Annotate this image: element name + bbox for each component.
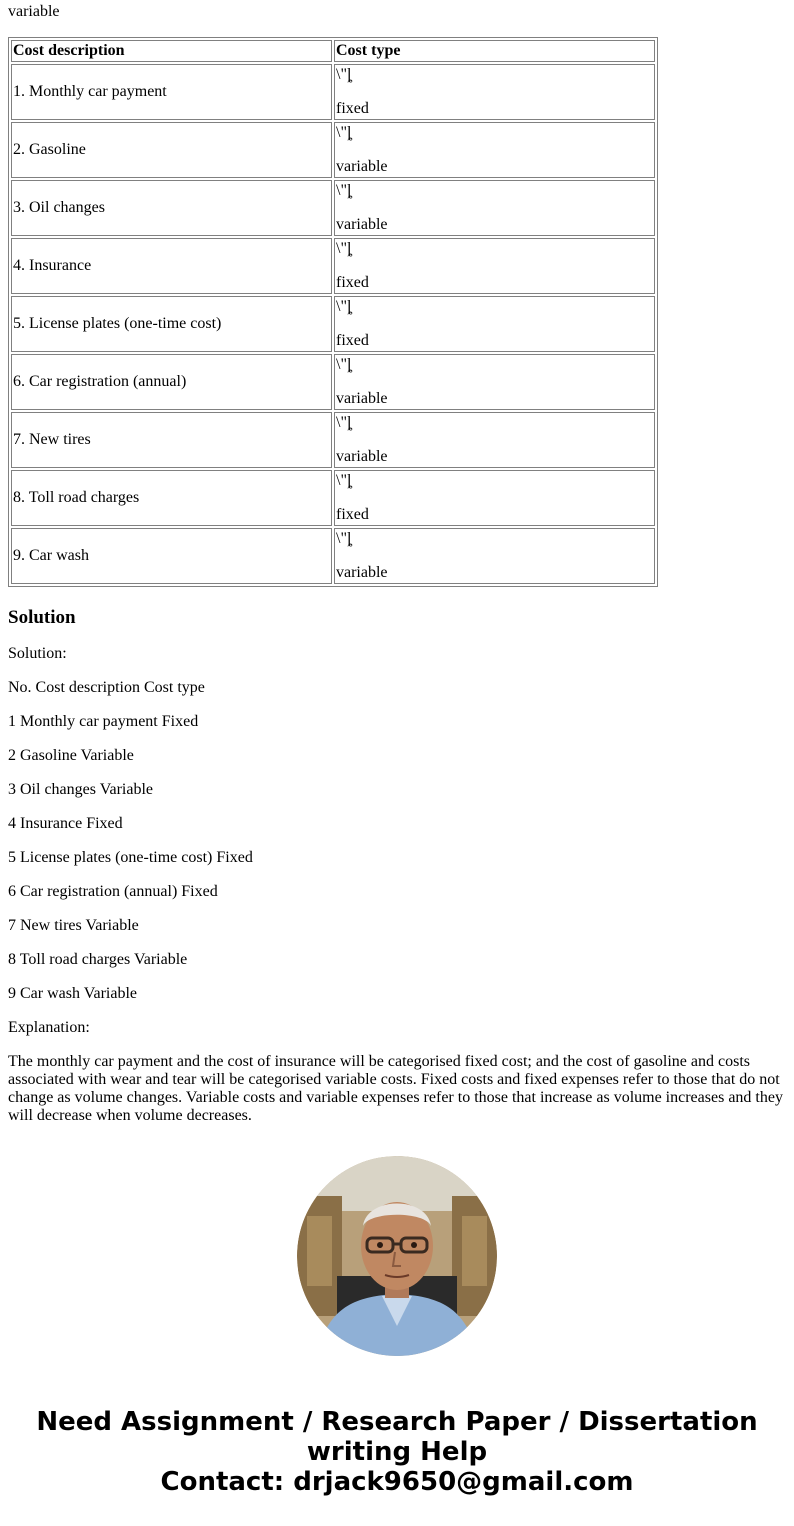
cost-type-value: fixed [336,100,369,117]
solution-lines [8,713,786,1003]
cost-table [8,37,658,587]
select-glyph: \"ȴ [336,124,352,141]
cost-type-value: variable [336,216,388,233]
top-text: variable [8,3,60,20]
table-row [11,122,655,178]
cost-type-cell [334,354,655,410]
explanation-label: Explanation: [8,1019,90,1036]
select-glyph: \"ȴ [336,472,352,489]
cost-description-cell: 2. Gasoline [11,122,332,178]
cost-type-cell [334,412,655,468]
table-row [11,412,655,468]
cost-description-cell: 7. New tires [11,412,332,468]
solution-line: 6 Car registration (annual) Fixed [8,883,218,900]
select-glyph: \"ȴ [336,414,352,431]
table-row [11,354,655,410]
table-row [11,296,655,352]
cost-type-value: variable [336,158,388,175]
solution-heading: Solution [8,607,76,628]
cost-description-cell: 1. Monthly car payment [11,64,332,120]
table-header-row [11,40,655,62]
cost-type-cell [334,296,655,352]
cost-description-cell: 5. License plates (one-time cost) [11,296,332,352]
solution-line: 9 Car wash Variable [8,985,137,1002]
author-photo [297,1156,497,1356]
select-glyph: \"ȴ [336,240,352,257]
select-glyph: \"ȴ [336,182,352,199]
select-glyph: \"ȴ [336,530,352,547]
select-glyph: \"ȴ [336,356,352,373]
banner-line-2: writing Help [306,1437,488,1467]
banner-line-1: Need Assignment / Research Paper / Dissertation [36,1407,758,1437]
table-row [11,64,655,120]
solution-line: 7 New tires Variable [8,917,139,934]
cost-type-value: variable [336,448,388,465]
table-row [11,528,655,584]
solution-line: 1 Monthly car payment Fixed [8,713,199,730]
author-photo-illustration [297,1156,497,1356]
cost-type-value: fixed [336,332,369,349]
solution-line: 2 Gasoline Variable [8,747,134,764]
contact-banner [0,1407,794,1497]
cost-type-cell [334,64,655,120]
document-page [0,3,794,1125]
cost-type-cell [334,122,655,178]
table-body [11,64,655,584]
cost-description-cell: 9. Car wash [11,528,332,584]
solution-line: 5 License plates (one-time cost) Fixed [8,849,253,866]
cost-type-value: fixed [336,506,369,523]
table-row [11,470,655,526]
cost-description-cell: 8. Toll road charges [11,470,332,526]
cost-type-value: fixed [336,274,369,291]
cost-description-cell: 4. Insurance [11,238,332,294]
cost-description-cell: 3. Oil changes [11,180,332,236]
cost-description-cell: 6. Car registration (annual) [11,354,332,410]
table-row [11,238,655,294]
solution-label: Solution: [8,645,67,662]
select-glyph: \"ȴ [336,298,352,315]
cost-type-value: variable [336,390,388,407]
explanation-text: The monthly car payment and the cost of insurance will be categorised fixed cost; and the cost of gasoline and costs associated with wear and tear will be categorised variable costs. Fixed costs and fixed expenses refer to those that do not change as volume changes. Variable costs and variable expenses refer to those that increase as volume increases and they will decrease when volume decreases. [8,1053,783,1124]
solution-line: 8 Toll road charges Variable [8,951,188,968]
cost-type-cell [334,470,655,526]
solution-column-line: No. Cost description Cost type [8,679,205,696]
select-glyph: \"ȴ [336,66,352,83]
header-cost-description: Cost description [11,40,332,62]
header-cost-type: Cost type [334,40,655,62]
cost-type-cell [334,238,655,294]
solution-line: 4 Insurance Fixed [8,815,123,832]
cost-type-value: variable [336,564,388,581]
table-row [11,180,655,236]
cost-type-cell [334,180,655,236]
cost-type-cell [334,528,655,584]
solution-line: 3 Oil changes Variable [8,781,153,798]
banner-line-3: Contact: drjack9650@gmail.com [160,1467,634,1497]
